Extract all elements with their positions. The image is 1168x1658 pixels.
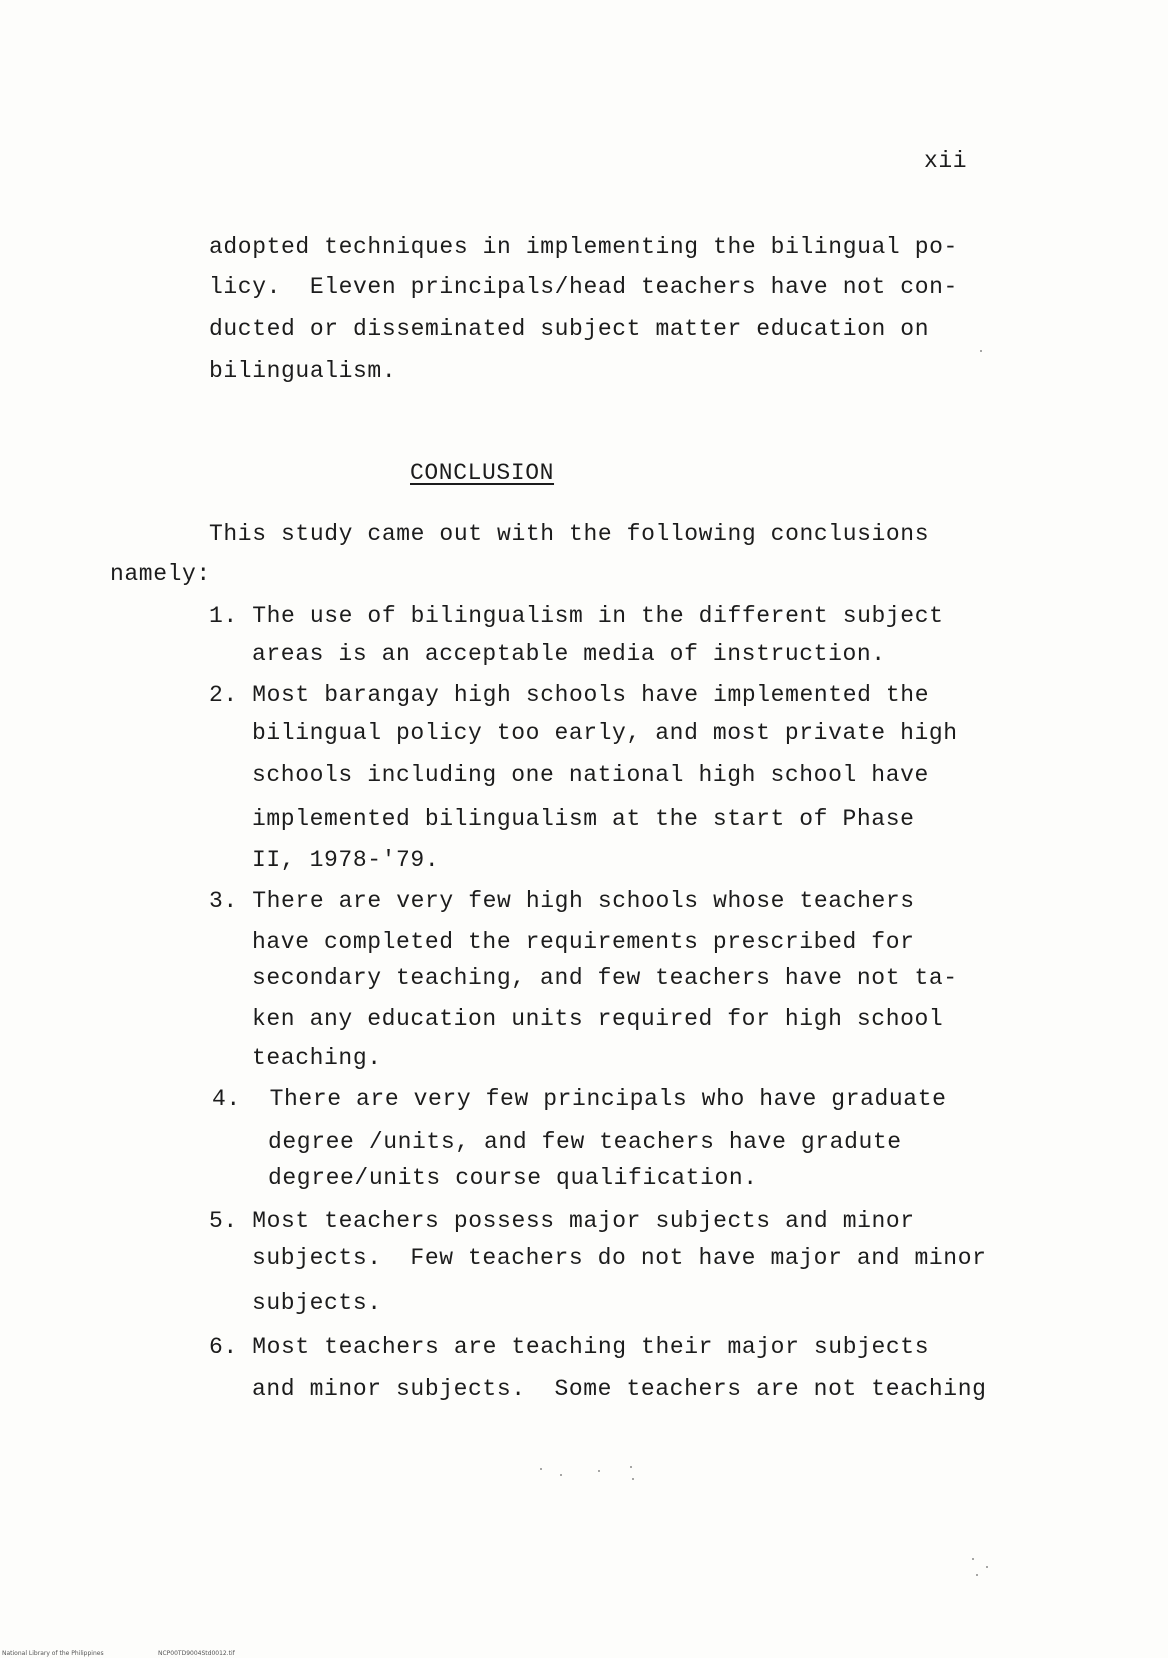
intro-line: namely:: [110, 561, 211, 587]
scan-speck: [976, 1574, 978, 1576]
scan-speck: [540, 1468, 542, 1470]
scan-speck: [986, 1566, 988, 1568]
conclusion-item-3-cont: ken any education units required for high school: [252, 1006, 944, 1032]
conclusion-item-4-cont: degree /units, and few teachers have gradute: [268, 1129, 902, 1155]
conclusion-item-5-cont: subjects. Few teachers do not have major and minor: [252, 1245, 987, 1271]
conclusion-item-1-cont: areas is an acceptable media of instruction.: [252, 641, 886, 667]
page-number: xii: [924, 148, 968, 174]
conclusion-item-5: 5. Most teachers possess major subjects and minor: [209, 1208, 915, 1234]
paragraph-line: licy. Eleven principals/head teachers have not con-: [209, 274, 958, 300]
conclusion-item-2-cont: schools including one national high school have: [252, 762, 929, 788]
conclusion-item-4: 4. There are very few principals who have graduate: [212, 1086, 947, 1112]
footer-library-caption: National Library of the Philippines: [2, 1650, 104, 1657]
conclusion-item-5-cont: subjects.: [252, 1290, 382, 1316]
scan-speck: [560, 1474, 562, 1476]
paragraph-line: ducted or disseminated subject matter education on: [209, 316, 930, 342]
conclusion-item-2-cont: implemented bilingualism at the start of Phase: [252, 806, 915, 832]
footer-file-caption: NCP00TD9004Std0012.tif: [158, 1650, 235, 1657]
scan-speck: [972, 1558, 974, 1560]
scan-speck: [630, 1466, 632, 1468]
intro-line: This study came out with the following conclusions: [209, 521, 930, 547]
conclusion-item-6-cont: and minor subjects. Some teachers are not teaching: [252, 1376, 987, 1402]
scan-speck: [980, 350, 982, 352]
scan-speck: [632, 1478, 634, 1480]
paragraph-line: adopted techniques in implementing the bilingual po-: [209, 234, 958, 260]
conclusion-item-2: 2. Most barangay high schools have implemented the: [209, 682, 930, 708]
conclusion-item-1: 1. The use of bilingualism in the different subject: [209, 603, 944, 629]
section-heading: CONCLUSION: [410, 460, 555, 486]
conclusion-item-6: 6. Most teachers are teaching their major subjects: [209, 1334, 930, 1360]
scan-speck: [598, 1470, 600, 1472]
conclusion-item-3-cont: have completed the requirements prescribed for: [252, 929, 915, 955]
conclusion-item-2-cont: bilingual policy too early, and most private high: [252, 720, 958, 746]
conclusion-item-3-cont: teaching.: [252, 1045, 382, 1071]
conclusion-item-3-cont: secondary teaching, and few teachers have not ta-: [252, 965, 958, 991]
paragraph-line: bilingualism.: [209, 358, 397, 384]
conclusion-item-4-cont: degree/units course qualification.: [268, 1165, 758, 1191]
conclusion-item-2-cont: II, 1978-'79.: [252, 847, 440, 873]
conclusion-item-3: 3. There are very few high schools whose teachers: [209, 888, 915, 914]
